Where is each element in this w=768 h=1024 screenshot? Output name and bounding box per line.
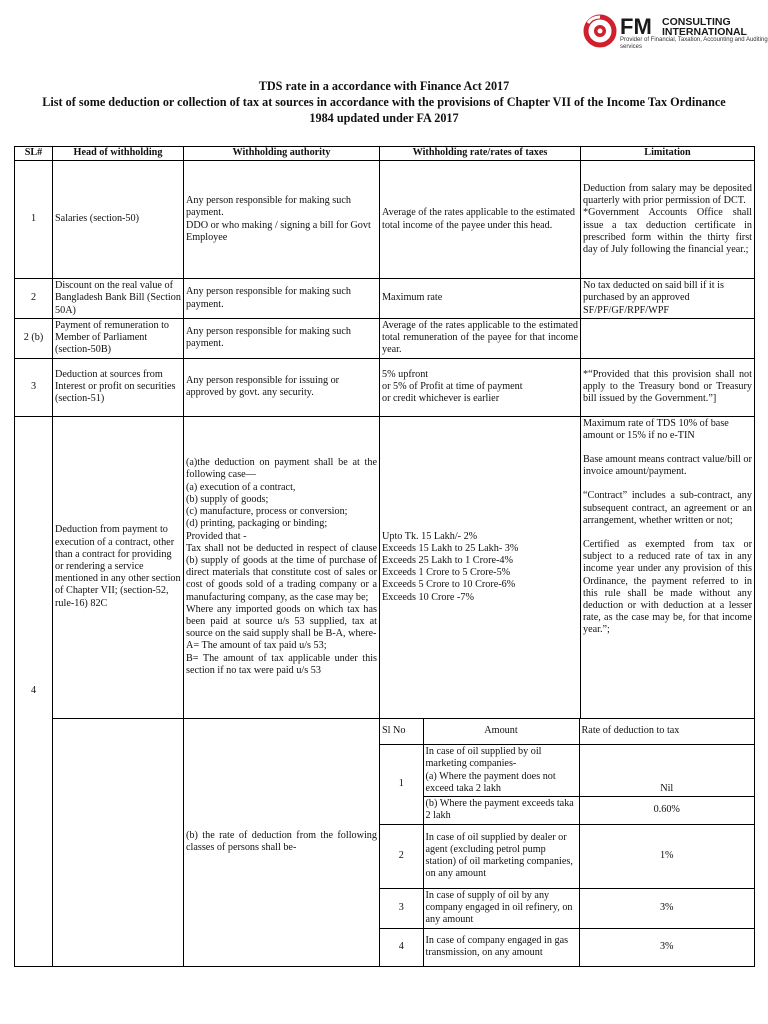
header-head: Head of withholding — [53, 147, 184, 161]
document-title: TDS rate in a accordance with Finance Act 2017 — [258, 79, 510, 93]
subtable-cell-rate: 3% — [579, 888, 754, 928]
subtable-cell-sl: 1 — [380, 745, 423, 824]
table-row — [15, 358, 755, 416]
cell-limitation: Deduction from salary may be deposited quarterly with prior permission of DCT. *Government Accounts Office shall issue a tax deduction certificate in prescribed form within the thirty first day of July following the financial year.; — [581, 161, 755, 279]
subtable-cell-rate: 3% — [579, 928, 754, 966]
cell-sl: 2 (b) — [15, 319, 53, 359]
cell-authority: Any person responsible for making such payment. — [184, 279, 380, 319]
cell-authority: Any person responsible for issuing or approved by govt. any security. — [184, 358, 380, 416]
table-header-row — [15, 147, 755, 161]
cell-head: Discount on the real value of Bangladesh Bank Bill (Section 50A) — [53, 279, 184, 319]
header-limitation: Limitation — [581, 147, 755, 161]
cell-sl: 1 — [15, 161, 53, 279]
cell-authority: (a)the deduction on payment shall be at the following case— (a) execution of a contract, (b) supply of goods; (c) manufacture, process or conversion; (d) printing, packaging or binding; Provided that - Tax shall not be deducted in respect of clause (b) supply of goods at the time of purchase of direct materials that constitute cost of sales or cost of goods sold of a trading company or a manufacturing company, as the case may be; Where any imported goods on which tax has been paid at source u/s 53 supplied, tax at source on the said supply shall be B-A, where- A= The amount of tax paid u/s 53; B= The amount of tax applicable under this section if no tax were paid u/s 53 — [184, 416, 380, 718]
cell-rate: 5% upfront or 5% of Profit at time of payment or credit whichever is earlier — [380, 358, 581, 416]
logo-brand: FM — [620, 14, 652, 39]
cell-head: Deduction from payment to execution of a contract, other than a contract for providing or rendering a service mentioned in any other section of Chapter VII; (section-52, rule-16) 82C — [53, 416, 184, 718]
cell-head: Payment of remuneration to Member of Parliament (section-50B) — [53, 319, 184, 359]
table-row — [15, 279, 755, 319]
table-row — [15, 718, 755, 966]
subtable-cell-rate: Nil — [579, 745, 754, 797]
logo-tagline: Provider of Financial, Taxation, Accounting and Auditing services — [620, 37, 768, 50]
cell-head: Deduction at sources from Interest or profit on securities (section-51) — [53, 358, 184, 416]
subtable-header-sl: Sl No — [380, 719, 423, 745]
cell-rate: Average of the rates applicable to the estimated total income of the payee under this head. — [380, 161, 581, 279]
cell-sl: 3 — [15, 358, 53, 416]
table-row — [15, 416, 755, 718]
cell-head — [53, 718, 184, 966]
header-authority: Withholding authority — [184, 147, 380, 161]
logo-name — [662, 17, 747, 37]
cell-limitation: *“Provided that this provision shall not apply to the Treasury bond or Treasury bill issued by the Government.”] — [581, 358, 755, 416]
cell-sl: 4 — [15, 416, 53, 966]
subtable-cell-amount: (b) Where the payment exceeds taka 2 lakh — [423, 797, 579, 824]
logo-ring-icon — [583, 14, 617, 48]
cell-authority: Any person responsible for making such payment. DDO or who making / signing a bill for Govt Employee — [184, 161, 380, 279]
logo-name-line1: CONSULTING — [662, 16, 731, 28]
subtable-cell-rate: 1% — [579, 824, 754, 888]
cell-authority: (b) the rate of deduction from the following classes of persons shall be- — [184, 718, 380, 966]
cell-limitation: No tax deducted on said bill if it is purchased by an approved SF/PF/GF/RPF/WPF — [581, 279, 755, 319]
header-sl: SL# — [15, 147, 53, 161]
tds-rate-table — [14, 146, 755, 967]
company-logo — [583, 14, 768, 54]
subtable-cell-amount: In case of supply of oil by any company engaged in oil refinery, on any amount — [423, 888, 579, 928]
subtable-cell-amount: In case of company engaged in gas transmission, on any amount — [423, 928, 579, 966]
subtable-row — [380, 888, 754, 928]
cell-rate: Average of the rates applicable to the estimated total remuneration of the payee for that income year. — [380, 319, 581, 359]
subtable-row — [380, 928, 754, 966]
oil-rates-subtable — [380, 719, 754, 966]
subtable-cell-sl: 3 — [380, 888, 423, 928]
cell-limitation — [581, 319, 755, 359]
subtable-row — [380, 824, 754, 888]
document-subtitle-line2: 1984 updated under FA 2017 — [309, 111, 459, 125]
cell-head: Salaries (section-50) — [53, 161, 184, 279]
subtable-row — [380, 745, 754, 797]
document-subtitle-line1: List of some deduction or collection of tax at sources in accordance with the provisions of Chapter VII of the Income Tax Ordinance — [42, 95, 726, 109]
subtable-cell-amount: In case of oil supplied by oil marketing companies- (a) Where the payment does not exceed taka 2 lakh — [423, 745, 579, 797]
header-rate: Withholding rate/rates of taxes — [380, 147, 581, 161]
subtable-header-amount: Amount — [423, 719, 579, 745]
subtable-row — [380, 797, 754, 824]
cell-limitation — [581, 416, 755, 718]
cell-sl: 2 — [15, 279, 53, 319]
subtable-cell-sl: 4 — [380, 928, 423, 966]
subtable-cell-rate: 0.60% — [579, 797, 754, 824]
limitation-paragraph: Maximum rate of TDS 10% of base amount or 15% if no e-TIN — [583, 417, 729, 441]
limitation-paragraph: Base amount means contract value/bill or invoice amount/payment. — [583, 454, 752, 478]
cell-rate: Maximum rate — [380, 279, 581, 319]
subtable-cell-sl: 2 — [380, 824, 423, 888]
subtable-header-row — [380, 719, 754, 745]
subtable-cell-amount: In case of oil supplied by dealer or agent (excluding petrol pump station) of oil marketing companies, on any amount — [423, 824, 579, 888]
limitation-paragraph: Certified as exempted from tax or subject to a reduced rate of tax in any income year under any provision of this Ordinance, the payment referred to in this rule shall be made without any deduction or with deduction at a lesser rate, as the case may be, for that income year.”; — [583, 539, 752, 636]
table-row — [15, 319, 755, 359]
cell-authority: Any person responsible for making such payment. — [184, 319, 380, 359]
cell-rate: Upto Tk. 15 Lakh/- 2% Exceeds 15 Lakh to 25 Lakh- 3% Exceeds 25 Lakh to 1 Crore-4% Exceeds 1 Crore to 5 Crore-5% Exceeds 5 Crore to 10 Crore-6% Exceeds 10 Crore -7% — [380, 416, 581, 718]
logo-name-line2: INTERNATIONAL — [662, 26, 747, 38]
oil-rates-subtable-cell — [380, 718, 755, 966]
table-row — [15, 161, 755, 279]
subtable-header-rate: Rate of deduction to tax — [579, 719, 754, 745]
limitation-paragraph: “Contract” includes a sub-contract, any subsequent contract, an agreement or an arrangement, whether written or not; — [583, 490, 752, 526]
